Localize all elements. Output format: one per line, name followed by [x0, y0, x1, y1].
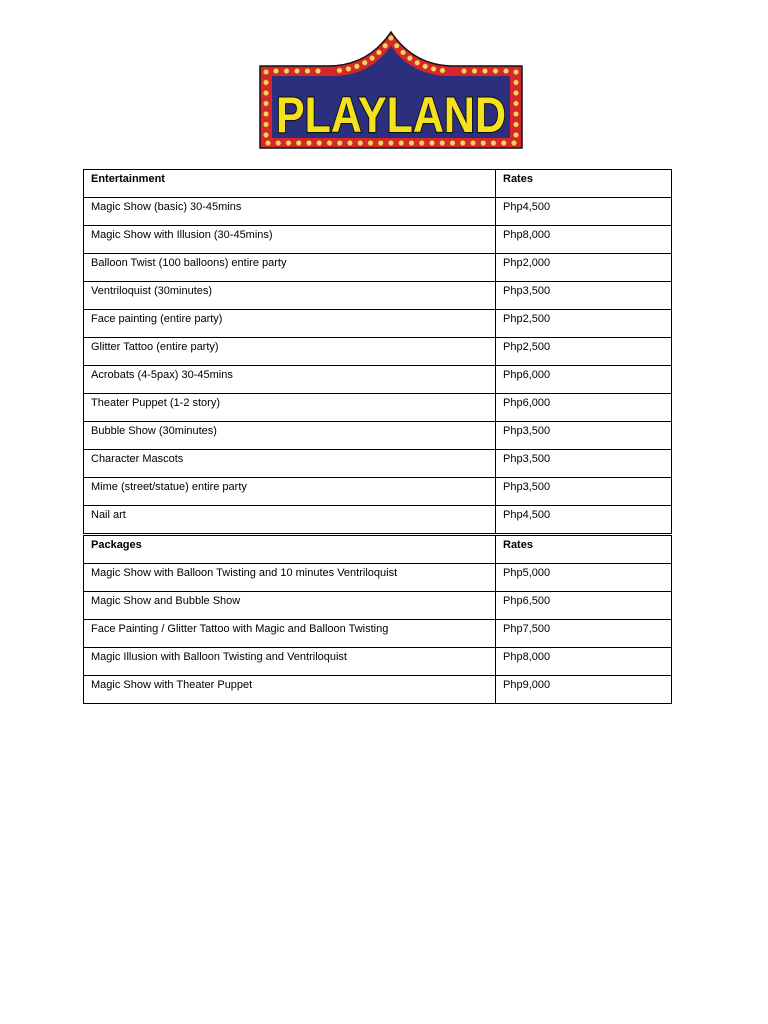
item-name-cell: Mime (street/statue) entire party	[84, 478, 496, 506]
bulb-icon	[383, 43, 388, 48]
bulb-icon	[461, 68, 466, 73]
bulb-icon	[431, 66, 436, 71]
bulb-icon	[394, 43, 399, 48]
table-header-row	[84, 170, 672, 198]
table-row	[84, 366, 672, 394]
table-row	[84, 338, 672, 366]
column-header-rates: Rates	[496, 170, 672, 198]
entertainment-rates-table	[83, 169, 672, 534]
item-name-cell: Bubble Show (30minutes)	[84, 422, 496, 450]
bulb-icon	[362, 60, 367, 65]
bulb-icon	[407, 56, 412, 61]
item-name-cell: Balloon Twist (100 balloons) entire party	[84, 254, 496, 282]
bulb-icon	[263, 122, 268, 127]
bulb-icon	[263, 101, 268, 106]
bulb-icon	[370, 56, 375, 61]
playland-logo	[258, 28, 524, 150]
bulb-icon	[440, 68, 445, 73]
item-name-cell: Magic Show with Balloon Twisting and 10 minutes Ventriloquist	[84, 564, 496, 592]
rate-cell: Php6,500	[496, 592, 672, 620]
bulb-icon	[513, 69, 518, 74]
rate-cell: Php2,500	[496, 310, 672, 338]
bulb-icon	[263, 132, 268, 137]
bulb-icon	[263, 111, 268, 116]
item-name-cell: Character Mascots	[84, 450, 496, 478]
bulb-icon	[346, 66, 351, 71]
rate-cell: Php2,000	[496, 254, 672, 282]
bulb-icon	[513, 132, 518, 137]
bulb-icon	[513, 122, 518, 127]
bulb-icon	[263, 80, 268, 85]
bulb-icon	[337, 68, 342, 73]
table-row	[84, 394, 672, 422]
table-row	[84, 478, 672, 506]
rate-cell: Php8,000	[496, 226, 672, 254]
rate-cell: Php2,500	[496, 338, 672, 366]
table-row	[84, 310, 672, 338]
item-name-cell: Magic Illusion with Balloon Twisting and Ventriloquist	[84, 648, 496, 676]
item-name-cell: Magic Show (basic) 30-45mins	[84, 198, 496, 226]
table-row	[84, 198, 672, 226]
item-name-cell: Magic Show with Illusion (30-45mins)	[84, 226, 496, 254]
rate-cell: Php3,500	[496, 478, 672, 506]
rate-cell: Php3,500	[496, 450, 672, 478]
bulb-icon	[511, 140, 516, 145]
bulb-icon	[388, 35, 393, 40]
item-name-cell: Face Painting / Glitter Tattoo with Magic and Balloon Twisting	[84, 620, 496, 648]
rate-cell: Php7,500	[496, 620, 672, 648]
table-row	[84, 282, 672, 310]
packages-rows	[84, 564, 672, 704]
bulb-icon	[513, 111, 518, 116]
bulb-icon	[376, 50, 381, 55]
rate-cell: Php4,500	[496, 506, 672, 534]
item-name-cell: Magic Show with Theater Puppet	[84, 676, 496, 704]
bulb-icon	[400, 50, 405, 55]
table-row	[84, 564, 672, 592]
item-name-cell: Glitter Tattoo (entire party)	[84, 338, 496, 366]
rate-cell: Php3,500	[496, 282, 672, 310]
item-name-cell: Acrobats (4-5pax) 30-45mins	[84, 366, 496, 394]
bulb-icon	[273, 68, 278, 73]
bulb-icon	[513, 101, 518, 106]
item-name-cell: Face painting (entire party)	[84, 310, 496, 338]
bulb-icon	[263, 69, 268, 74]
table-row	[84, 620, 672, 648]
item-name-cell: Magic Show and Bubble Show	[84, 592, 496, 620]
bulb-icon	[472, 68, 477, 73]
bulb-icon	[415, 60, 420, 65]
table-row	[84, 648, 672, 676]
column-header-entertainment: Entertainment	[84, 170, 496, 198]
item-name-cell: Theater Puppet (1-2 story)	[84, 394, 496, 422]
rate-cell: Php9,000	[496, 676, 672, 704]
bulb-icon	[493, 68, 498, 73]
bulb-icon	[423, 64, 428, 69]
bulb-icon	[294, 68, 299, 73]
rate-cell: Php6,000	[496, 366, 672, 394]
table-header-row	[84, 536, 672, 564]
rate-cell: Php3,500	[496, 422, 672, 450]
bulb-icon	[482, 68, 487, 73]
rate-cell: Php4,500	[496, 198, 672, 226]
bulb-icon	[513, 90, 518, 95]
item-name-cell: Nail art	[84, 506, 496, 534]
bulb-icon	[315, 68, 320, 73]
column-header-packages: Packages	[84, 536, 496, 564]
bulb-icon	[503, 68, 508, 73]
bulb-icon	[263, 90, 268, 95]
column-header-rates: Rates	[496, 536, 672, 564]
packages-rates-table	[83, 535, 672, 704]
rate-cell: Php6,000	[496, 394, 672, 422]
bulb-icon	[284, 68, 289, 73]
table-row	[84, 226, 672, 254]
entertainment-rows	[84, 198, 672, 534]
table-row	[84, 254, 672, 282]
table-row	[84, 450, 672, 478]
rate-cell: Php5,000	[496, 564, 672, 592]
bulb-icon	[305, 68, 310, 73]
bulb-icon	[513, 80, 518, 85]
logo-wordmark: PLAYLAND	[276, 87, 506, 143]
table-row	[84, 422, 672, 450]
rate-cell: Php8,000	[496, 648, 672, 676]
bulb-icon	[265, 140, 270, 145]
bulb-icon	[354, 64, 359, 69]
table-row	[84, 506, 672, 534]
table-row	[84, 676, 672, 704]
table-row	[84, 592, 672, 620]
item-name-cell: Ventriloquist (30minutes)	[84, 282, 496, 310]
